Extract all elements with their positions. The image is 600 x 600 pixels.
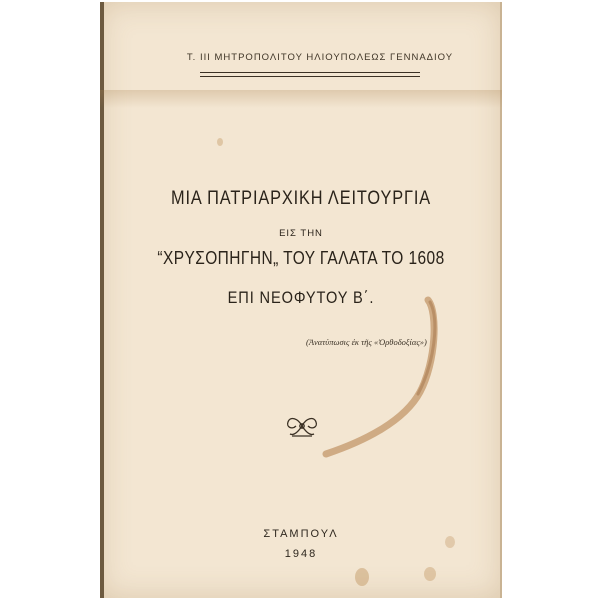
reprint-note: (Ἀνατύπωσις ἐκ τῆς «Ὀρθοδοξίας») bbox=[306, 337, 427, 347]
title-line-1: ΜΙΑ ΠΑΤΡΙΑΡΧΙΚΗ ΛΕΙΤΟΥΡΓΙΑ bbox=[171, 188, 431, 209]
coffee-stain bbox=[100, 2, 502, 598]
publication-place: ΣΤΑΜΠΟΥΛ bbox=[263, 528, 339, 540]
title-line-4: ΕΠΙ ΝΕΟΦΥΤΟΥ Β΄. bbox=[227, 288, 375, 307]
document-cover bbox=[100, 2, 502, 598]
author-header: Τ. ΙΙΙ ΜΗΤΡΟΠΟΛΙΤΟΥ ΗΛΙΟΥΠΟΛΕΩΣ ΓΕΝΝΑΔΙΟΥ bbox=[186, 52, 454, 63]
title-line-2: ΕΙΣ ΤΗΝ bbox=[279, 228, 323, 239]
publication-year: 1948 bbox=[284, 548, 318, 560]
title-line-3: “ΧΡΥΣΟΠΗΓΗΝ„ ΤΟΥ ΓΑΛΑΤΑ ΤΟ 1608 bbox=[157, 248, 445, 268]
